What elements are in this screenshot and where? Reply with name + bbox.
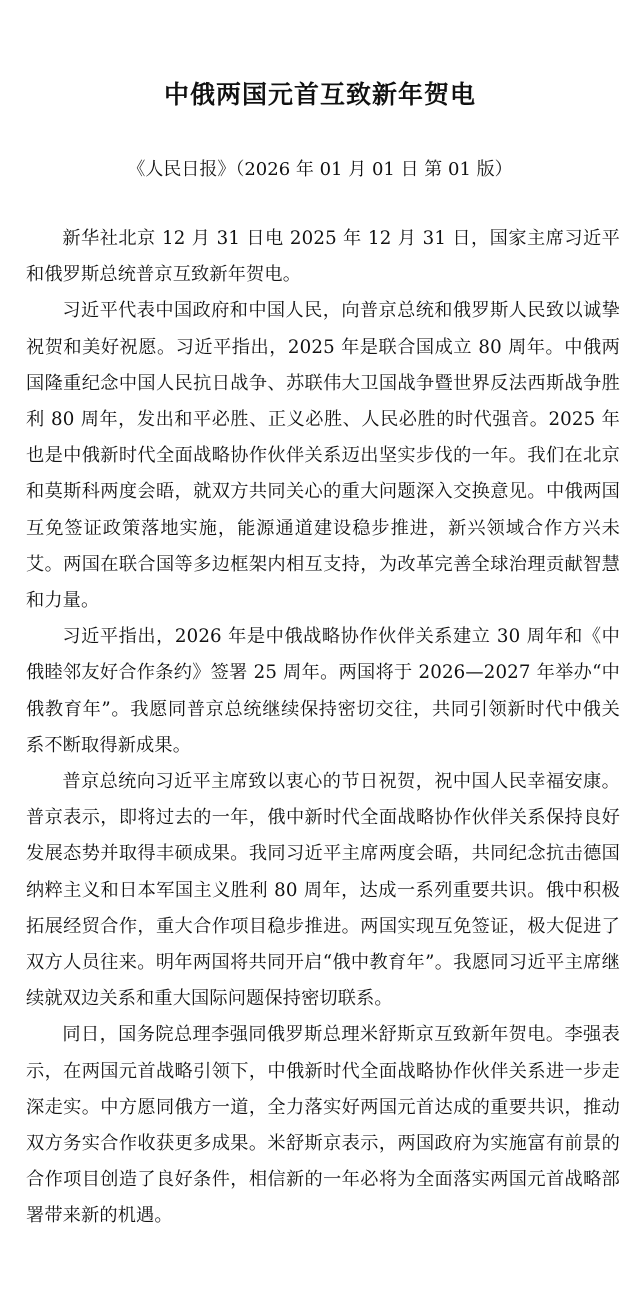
article-source: 《人民日报》（2026 年 01 月 01 日 第 01 版） [127, 159, 513, 180]
paragraph: 习近平代表中国政府和中国人民，向普京总统和俄罗斯人民致以诚挚祝贺和美好祝愿。习近平指出，2025 年是联合国成立 80 周年。中俄两国隆重纪念中国人民抗日战争、苏联伟大卫国战争暨世界反法西斯战争胜利 80 周年，发出和平必胜、正义必胜、人民必胜的时代强音。2025 年也是中俄新时代全面战略协作伙伴关系迈出坚实步伐的一年。我们在北京和莫斯科两度会晤，就双方共同关心的重大问题深入交换意见。中俄两国互免签证政策落地实施，能源通道建设稳步推进，新兴领域合作方兴未艾。两国在联合国等多边框架内相互支持，为改革完善全球治理贡献智慧和力量。 [26, 300, 620, 612]
paragraph: 习近平指出，2026 年是中俄战略协作伙伴关系建立 30 周年和《中俄睦邻友好合作条约》签署 25 周年。两国将于 2026—2027 年举办“中俄教育年”。我愿同普京总统继续保持密切交往，共同引领新时代中俄关系不断取得新成果。 [26, 626, 620, 756]
paragraph: 同日，国务院总理李强同俄罗斯总理米舒斯京互致新年贺电。李强表示，在两国元首战略引领下，中俄新时代全面战略协作伙伴关系进一步走深走实。中方愿同俄方一道，全力落实好两国元首达成的重要共识，推动双方务实合作收获更多成果。米舒斯京表示，两国政府为实施富有前景的合作项目创造了良好条件，相信新的一年必将为全面落实两国元首战略部署带来新的机遇。 [26, 1024, 620, 1227]
article-title: 中俄两国元首互致新年贺电 [163, 80, 476, 109]
paragraph: 普京总统向习近平主席致以衷心的节日祝贺，祝中国人民幸福安康。普京表示，即将过去的一年，俄中新时代全面战略协作伙伴关系保持良好发展态势并取得丰硕成果。我同习近平主席两度会晤，共同纪念抗击德国纳粹主义和日本军国主义胜利 80 周年，达成一系列重要共识。俄中积极拓展经贸合作，重大合作项目稳步推进。两国实现互免签证，极大促进了双方人员往来。明年两国将共同开启“俄中教育年”。我愿同习近平主席继续就双边关系和重大国际问题保持密切联系。 [26, 771, 620, 1010]
article-body [26, 221, 620, 1235]
paragraph: 新华社北京 12 月 31 日电 2025 年 12 月 31 日，国家主席习近平和俄罗斯总统普京互致新年贺电。 [26, 228, 620, 286]
